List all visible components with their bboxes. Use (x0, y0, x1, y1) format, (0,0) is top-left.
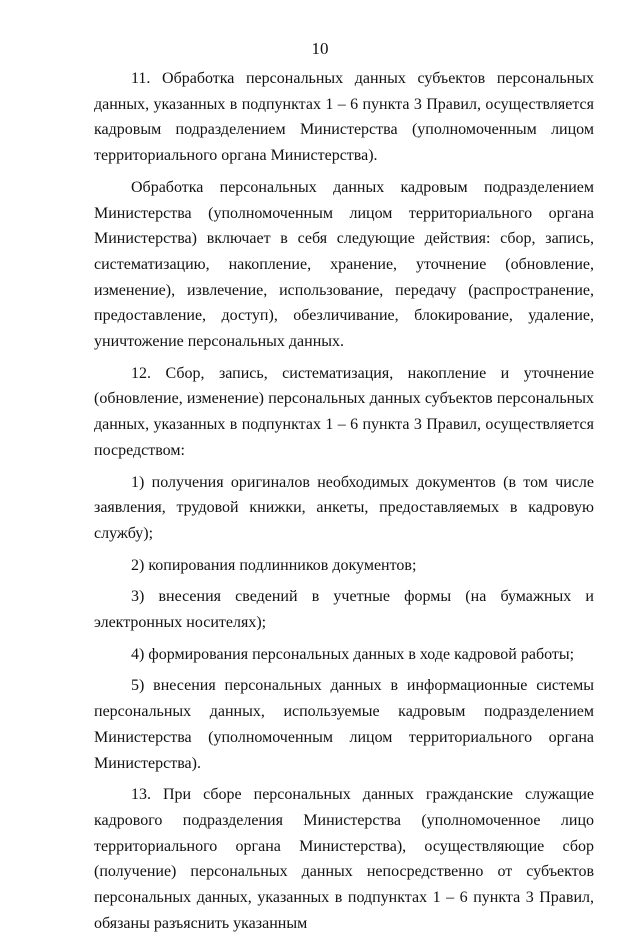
page-number: 10 (311, 39, 329, 58)
list-item-4: 4) формирования персональных данных в ходе кадровой работы; (131, 645, 575, 663)
list-item-3: 3) внесения сведений в учетные формы (на бумажных и электронных носителях); (94, 588, 594, 632)
document-body (94, 66, 594, 937)
list-item-2: 2) копирования подлинников документов; (131, 556, 417, 574)
list-item-5: 5) внесения персональных данных в информационные системы персональных данных, используемые кадровым подразделением Министерства (уполномоченным лицом территориального органа Министерства). (94, 677, 594, 772)
paragraph-processing-actions: Обработка персональных данных кадровым подразделением Министерства (уполномоченным лицом территориального органа Министерства) включает в себя следующие действия: сбор, запись, систематизацию, накопление, хранение, уточнение (обновление, изменение), извлечение, использование, передачу (распространение, предоставление, доступ), обезличивание, блокирование, удаление, уничтожение персональных данных. (94, 178, 594, 351)
paragraph-12: 12. Сбор, запись, систематизация, накопление и уточнение (обновление, изменение) персональных данных субъектов персональных данных, указанных в подпунктах 1 – 6 пункта 3 Правил, осуществляется посредством: (94, 364, 594, 459)
paragraph-13: 13. При сборе персональных данных гражданские служащие кадрового подразделения Министерства (уполномоченное лицо территориального органа Министерства), осуществляющие сбор (получение) персональных данных непосредственно от субъектов персональных данных, указанных в подпунктах 1 – 6 пункта 3 Правил, обязаны разъяснить указанным (94, 786, 594, 932)
paragraph-11: 11. Обработка персональных данных субъектов персональных данных, указанных в подпунктах 1 – 6 пункта 3 Правил, осуществляется кадровым подразделением Министерства (уполномоченным лицом территориального органа Министерства). (94, 70, 594, 165)
list-item-1: 1) получения оригиналов необходимых документов (в том числе заявления, трудовой книжки, анкеты, предоставляемых в кадровую службу); (94, 473, 594, 542)
